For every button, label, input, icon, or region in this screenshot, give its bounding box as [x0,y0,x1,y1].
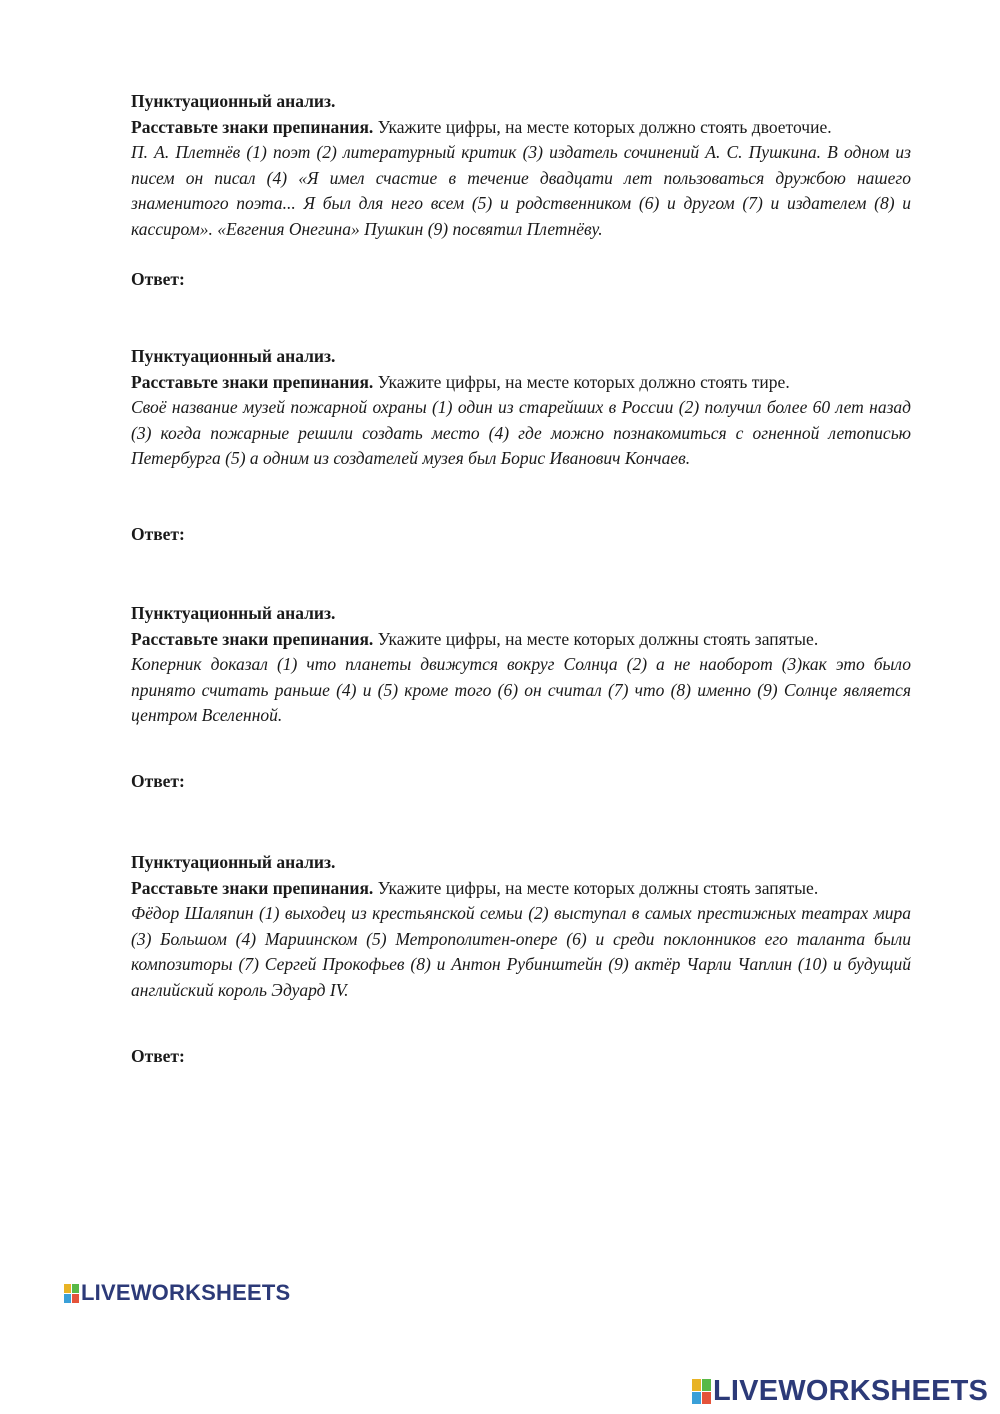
instruction-text: Укажите цифры, на месте которых должно стоять тире. [373,371,790,392]
task-2 [131,344,911,472]
task-1 [131,89,911,242]
logo-mark-tile [702,1392,711,1404]
logo-mark-tile [64,1294,71,1303]
answer-label: Ответ: [131,524,185,544]
instruction-text: Укажите цифры, на месте которых должны стоять запятые. [373,877,819,898]
logo-mark-icon [692,1379,711,1404]
task-title: Пунктуационный анализ. [131,852,336,872]
answer-label: Ответ: [131,1046,185,1066]
task-instruction [131,876,911,902]
logo-mark-tile [692,1379,701,1391]
instruction-bold: Расставьте знаки препинания. [131,371,374,392]
logo-mark-tile [702,1379,711,1391]
logo-mark-icon [64,1284,79,1303]
instruction-bold: Расставьте знаки препинания. [131,116,374,137]
task-passage: П. А. Плетнёв (1) поэт (2) литературный критик (3) издатель сочинений А. С. Пушкина. В одном из писем он писал (4) «Я имел счастие в течение двадцати лет пользоваться дружбою нашего знаменитого поэта... Я был для него всем (5) и родственником (6) и другом (7) и издателем (8) и кассиром». «Евгения Онегина» Пушкин (9) посвятил Плетнёву. [131,142,911,239]
liveworksheets-logo [64,1280,290,1306]
logo-mark-tile [692,1392,701,1404]
liveworksheets-logo [692,1375,988,1408]
task-passage: Своё название музей пожарной охраны (1) один из старейших в России (2) получил более 60 лет назад (3) когда пожарные решили создать место (4) где можно познакомиться с огненной летописью Петербурга (5) а одним из создателей музея был Борис Иванович Кончаев. [131,397,911,468]
instruction-bold: Расставьте знаки препинания. [131,628,374,649]
task-3 [131,601,911,729]
logo-mark-tile [72,1284,79,1293]
logo-mark-tile [64,1284,71,1293]
task-title: Пунктуационный анализ. [131,603,336,623]
logo-text: LIVEWORKSHEETS [713,1375,989,1407]
answer-label: Ответ: [131,771,185,791]
task-title: Пунктуационный анализ. [131,91,336,111]
logo-mark-tile [72,1294,79,1303]
answer-label: Ответ: [131,269,185,289]
instruction-text: Укажите цифры, на месте которых должно стоять двоеточие. [373,116,832,137]
task-instruction [131,370,911,396]
instruction-text: Укажите цифры, на месте которых должны стоять запятые. [373,628,819,649]
task-instruction [131,115,911,141]
task-4 [131,850,911,1003]
task-passage: Коперник доказал (1) что планеты движутся вокруг Солнца (2) а не наоборот (3)как это было принято считать раньше (4) и (5) кроме того (6) он считал (7) что (8) именно (9) Солнце является центром Вселенной. [131,654,911,725]
task-instruction [131,627,911,653]
task-passage: Фёдор Шаляпин (1) выходец из крестьянской семьи (2) выступал в самых престижных театрах мира (3) Большом (4) Мариинском (5) Метрополитен-опере (6) и среди поклонников его таланта были композиторы (7) Сергей Прокофьев (8) и Антон Рубинштейн (9) актёр Чарли Чаплин (10) и будущий английский король Эдуард IV. [131,903,911,1000]
instruction-bold: Расставьте знаки препинания. [131,877,374,898]
task-title: Пунктуационный анализ. [131,346,336,366]
logo-text: LIVEWORKSHEETS [81,1280,291,1305]
